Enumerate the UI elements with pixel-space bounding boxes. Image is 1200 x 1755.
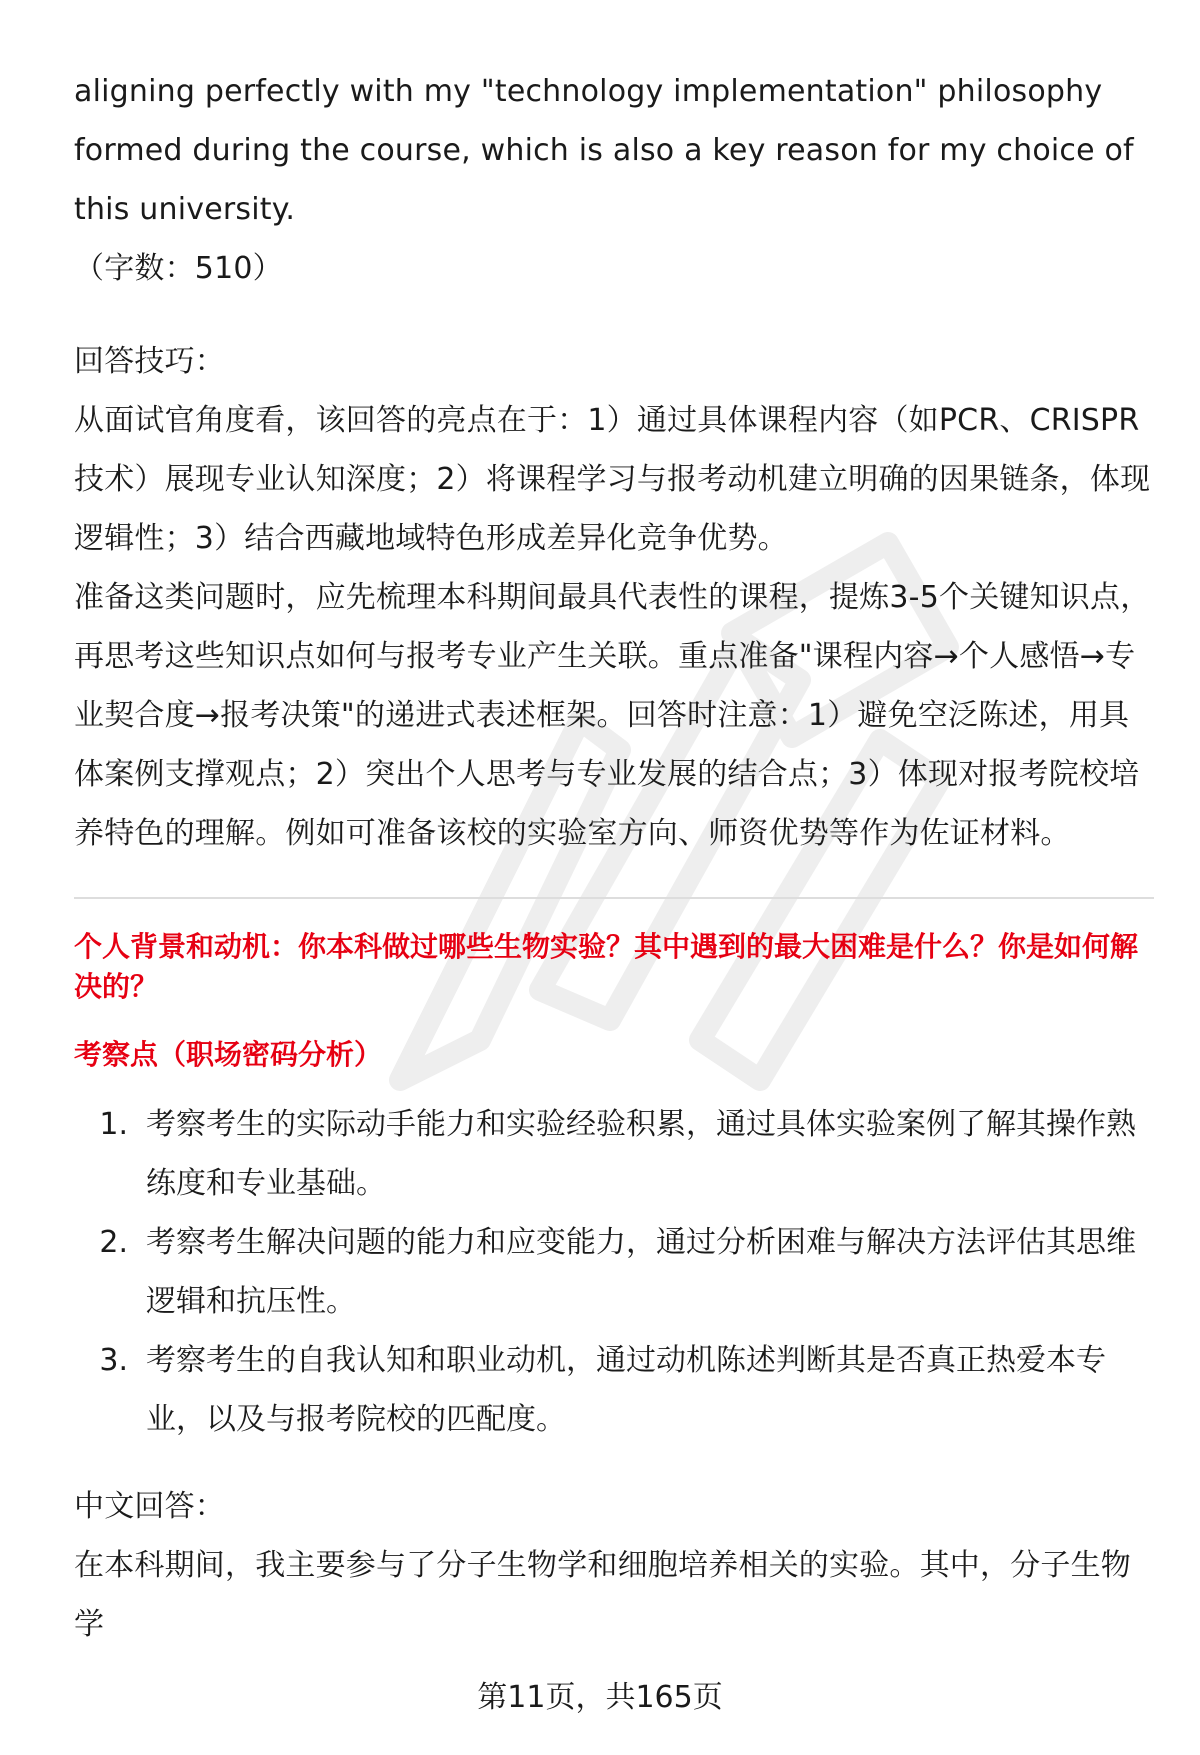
answer-paragraph: 在本科期间，我主要参与了分子生物学和细胞培养相关的实验。其中，分子生物学 bbox=[74, 1548, 1131, 1642]
intro-paragraph: aligning perfectly with my "technology implementation" philosophy formed during the course, which is also a key reason for my choice of this university. bbox=[74, 74, 1134, 227]
document-page bbox=[74, 62, 1154, 1654]
tips-paragraph: 从面试官角度看，该回答的亮点在于：1）通过具体课程内容（如PCR、CRISPR技术）展现专业认知深度；2）将课程学习与报考动机建立明确的因果链条，体现逻辑性；3）结合西藏地域特色形成差异化竞争优势。 bbox=[74, 403, 1151, 556]
list-number: 2. bbox=[99, 1225, 128, 1260]
list-text: 考察考生的自我认知和职业动机，通过动机陈述判断其是否真正热爱本专业，以及与报考院校的匹配度。 bbox=[146, 1343, 1106, 1437]
list-item bbox=[74, 1095, 1154, 1213]
focus-list bbox=[74, 1095, 1154, 1449]
list-text: 考察考生的实际动手能力和实验经验积累，通过具体实验案例了解其操作熟练度和专业基础。 bbox=[146, 1107, 1136, 1201]
list-item bbox=[74, 1331, 1154, 1449]
list-item bbox=[74, 1213, 1154, 1331]
page-footer: 第11页，共165页 bbox=[477, 1680, 723, 1715]
answer-label: 中文回答： bbox=[74, 1489, 225, 1524]
focus-heading: 考察点（职场密码分析） bbox=[74, 1038, 383, 1071]
tips-label: 回答技巧： bbox=[74, 344, 225, 379]
list-number: 3. bbox=[99, 1343, 128, 1378]
list-number: 1. bbox=[99, 1107, 128, 1142]
list-text: 考察考生解决问题的能力和应变能力，通过分析困难与解决方法评估其思维逻辑和抗压性。 bbox=[146, 1225, 1136, 1319]
word-count: （字数：510） bbox=[74, 251, 283, 286]
question-title: 个人背景和动机：你本科做过哪些生物实验？其中遇到的最大困难是什么？你是如何解决的？ bbox=[74, 930, 1139, 1003]
tips-paragraph: 准备这类问题时，应先梳理本科期间最具代表性的课程，提炼3-5个关键知识点，再思考这些知识点如何与报考专业产生关联。重点准备"课程内容→个人感悟→专业契合度→报考决策"的递进式表述框架。回答时注意：1）避免空泛陈述，用具体案例支撑观点；2）突出个人思考与专业发展的结合点；3）体现对报考院校培养特色的理解。例如可准备该校的实验室方向、师资优势等作为佐证材料。 bbox=[74, 580, 1151, 851]
